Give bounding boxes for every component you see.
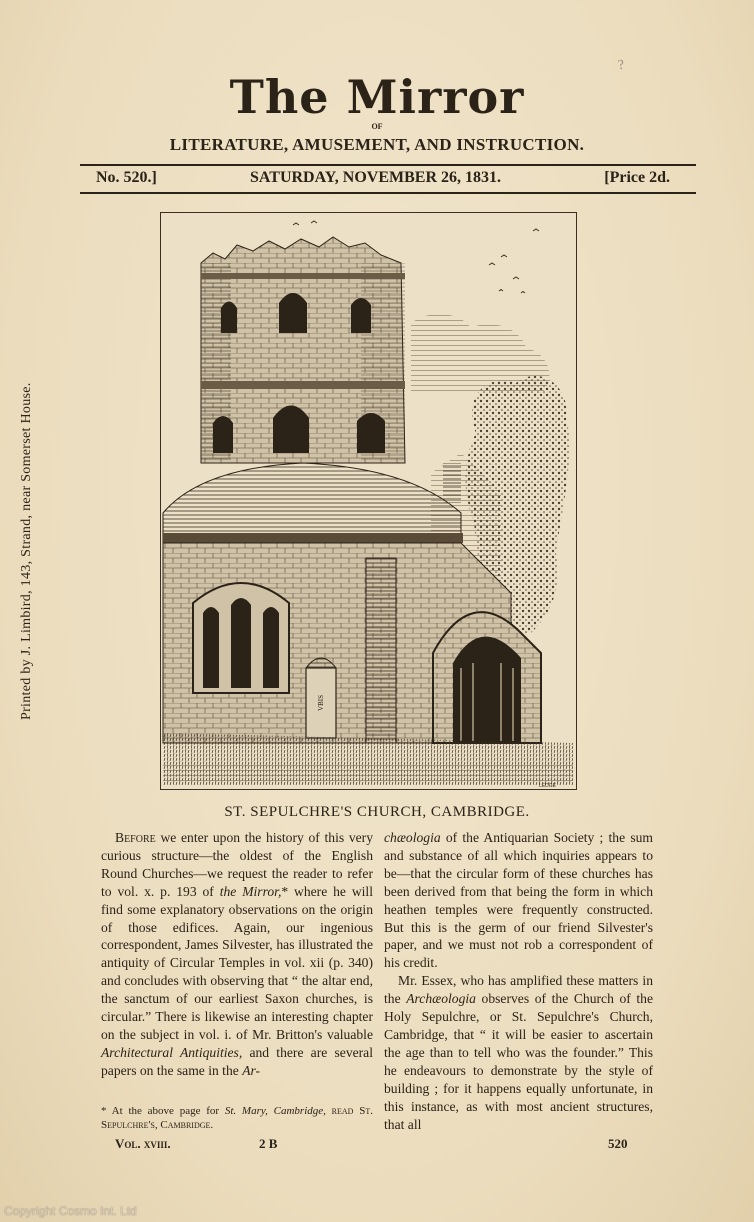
- article-text: of the Antiquarian Society ; the sum and substance of all which inquiries appears to be—that the circular form of these churches has been derived from that being the form in which heathen temples were frequently constructed. But this is the germ of our friend Silvester's paper, and we must not rob a correspondent of his credit.: [384, 830, 653, 971]
- article-paragraph: [101, 829, 373, 1080]
- tablet-inscription: VBIS: [317, 695, 325, 711]
- volume-label: Vol. xviii.: [115, 1136, 171, 1151]
- tower-band: [201, 381, 405, 389]
- footnote-italic: St. Mary, Cambridge,: [224, 1105, 326, 1117]
- signature-mark: 2 B: [259, 1136, 278, 1151]
- drop-word: Before: [115, 830, 156, 845]
- engraving-caption: ST. SEPULCHRE'S CHURCH, CAMBRIDGE.: [224, 804, 530, 820]
- roof-cornice: [163, 533, 463, 543]
- copyright-watermark: Copyright Cosmo Int. Ltd: [4, 1204, 137, 1218]
- church-engraving: [160, 212, 577, 790]
- issue-price: [Price 2d.: [604, 169, 670, 186]
- pencil-mark: ?: [616, 57, 626, 74]
- nave-window-lights: [203, 598, 279, 688]
- tower-band: [201, 273, 405, 279]
- article-text: * where he will find some explanatory observations on the origin of those edifices. Again, our ingenious correspondent, James Silvester, has illustrated the antiquity of Circular Temples in vol. xii (p. 340) and concludes with observing that “ the altar end, the sanctum of our earliest Saxon churches, is circular.” There is likewise an interesting chapter on the subject in vol. i. of Mr. Britton's valuable: [101, 883, 373, 1042]
- page-number: 520: [608, 1136, 628, 1151]
- footnote-text: read St. Sepulchre's, Cambridge.: [101, 1105, 373, 1131]
- article-paragraph: [384, 972, 653, 1133]
- footnote: [101, 1104, 373, 1132]
- article-column-left: [101, 829, 373, 1080]
- article-text: and there are several papers on the same in the: [101, 1044, 373, 1078]
- footnote-text: * At the above page for: [101, 1105, 225, 1117]
- article-paragraph: [384, 829, 653, 972]
- issue-bar: [96, 169, 670, 189]
- issue-number: No. 520.]: [96, 169, 157, 186]
- article-italic: chæologia: [384, 830, 441, 845]
- path: [163, 761, 573, 785]
- bottom-rule: [80, 192, 696, 194]
- masthead-subtitle: LITERATURE, AMUSEMENT, AND INSTRUCTION.: [169, 135, 585, 154]
- article-italic: Archæologia: [406, 991, 476, 1007]
- top-rule: [80, 164, 696, 166]
- issue-date: SATURDAY, NOVEMBER 26, 1831.: [250, 169, 501, 186]
- church-engraving-svg: [161, 213, 576, 789]
- masthead-title: The Mirror: [229, 70, 525, 124]
- engraver-signature: LEDGE: [539, 783, 556, 789]
- article-text: observes of the Church of the Holy Sepulchre, or St. Sepulchre's Church, Cambridge, that “ it will be easier to ascertain the age than to tell who was the founder.” This he endeavours to demonstrate by the style of building ; for it happens equally unfortunate, in this instance, as with most ancient structures, that all: [384, 991, 653, 1132]
- printer-imprint: Printed by J. Limbird, 143, Strand, near Somerset House.: [19, 382, 34, 720]
- masthead-of: OF: [371, 122, 383, 131]
- article-text: Mr. Essex, who has amplified these matters in the: [384, 973, 653, 1007]
- chimney: [443, 463, 461, 503]
- article-italic: the Mirror,: [219, 883, 282, 899]
- doorway-opening: [453, 637, 521, 743]
- article-text: we enter upon the history of this very curious structure—the oldest of the English Round Churches—we request the reader to refer to vol. x. p. 193 of: [101, 830, 373, 899]
- article-column-right: [384, 829, 653, 1133]
- buttress: [366, 558, 396, 743]
- article-italic: Ar-: [242, 1062, 261, 1078]
- article-italic: Architectural Antiquities,: [101, 1044, 243, 1060]
